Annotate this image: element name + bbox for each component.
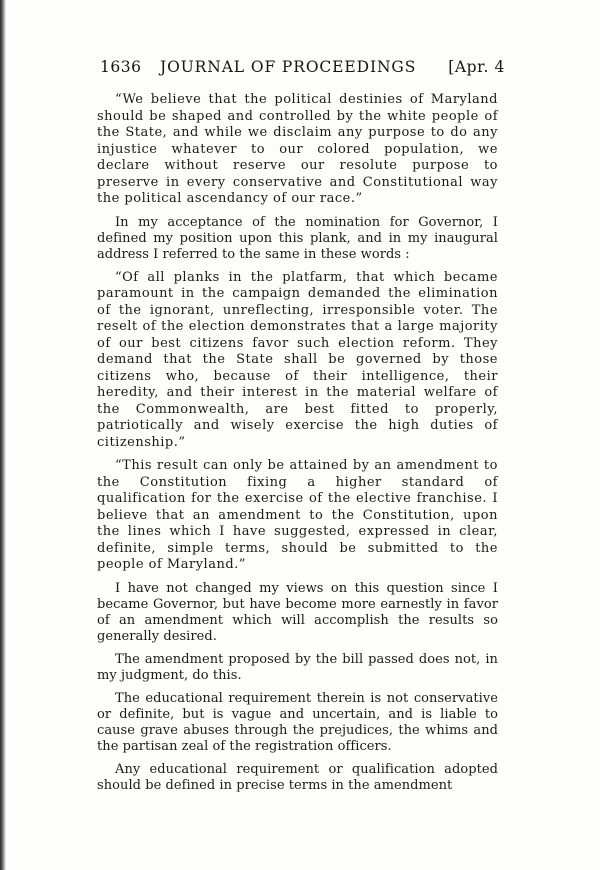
running-header <box>100 58 505 80</box>
body-text <box>97 92 498 801</box>
paragraph-views-unchanged: I have not changed my views on this question since I became Governor, but have become more earnestly in favor of an amendment which will accomplish the results so generally desired. <box>97 580 498 644</box>
page-number: 1636 <box>100 58 142 76</box>
paragraph-platform-quote: “We believe that the political destinies of Maryland should be shaped and controlled by the white people of the State, and while we disclaim any purpose to do any injustice whatever to our colored population, we declare without reserve our resolute purpose to preserve in every conservative and Constitutional way the political ascendancy of our race.” <box>97 92 498 206</box>
paragraph-bill-judgment: The amendment proposed by the bill passed does not, in my judgment, do this. <box>97 651 498 683</box>
paragraph-educational-requirement: The educational requirement therein is not conservative or definite, but is vague and uncertain, and is liable to cause grave abuses through the prejudices, the whims and the partisan zeal of the registration officers. <box>97 690 498 754</box>
paragraph-amendment-quote: “This result can only be attained by an amendment to the Constitution fixing a higher standard of qualification for the exercise of the elective franchise. I believe that an amendment to the Constitution, upon the lines which I have suggested, expressed in clear, definite, simple terms, should be submitted to the people of Maryland.” <box>97 458 498 572</box>
paragraph-inaugural-quote: “Of all planks in the platfarm, that which became paramount in the campaign demanded the elimination of the ignorant, unreflecting, irresponsible voter. The reselt of the election demonstrates that a large majority of our best citizens favor such election reform. They demand that the State shall be governed by those citizens who, because of their intelligence, their heredity, and their interest in the material welfare of the Commonwealth, are best fitted to properly, patriotically and wisely exercise the high duties of citizenship.” <box>97 269 498 450</box>
page-binding-edge <box>0 0 6 870</box>
running-title: JOURNAL OF PROCEEDINGS <box>160 58 417 76</box>
paragraph-precise-terms: Any educational requirement or qualification adopted should be defined in precise terms in the amendment <box>97 761 498 793</box>
paragraph-acceptance: In my acceptance of the nomination for Governor, I defined my position upon this plank, and in my inaugural address I referred to the same in these words : <box>97 214 498 262</box>
running-date: [Apr. 4 <box>448 58 505 76</box>
